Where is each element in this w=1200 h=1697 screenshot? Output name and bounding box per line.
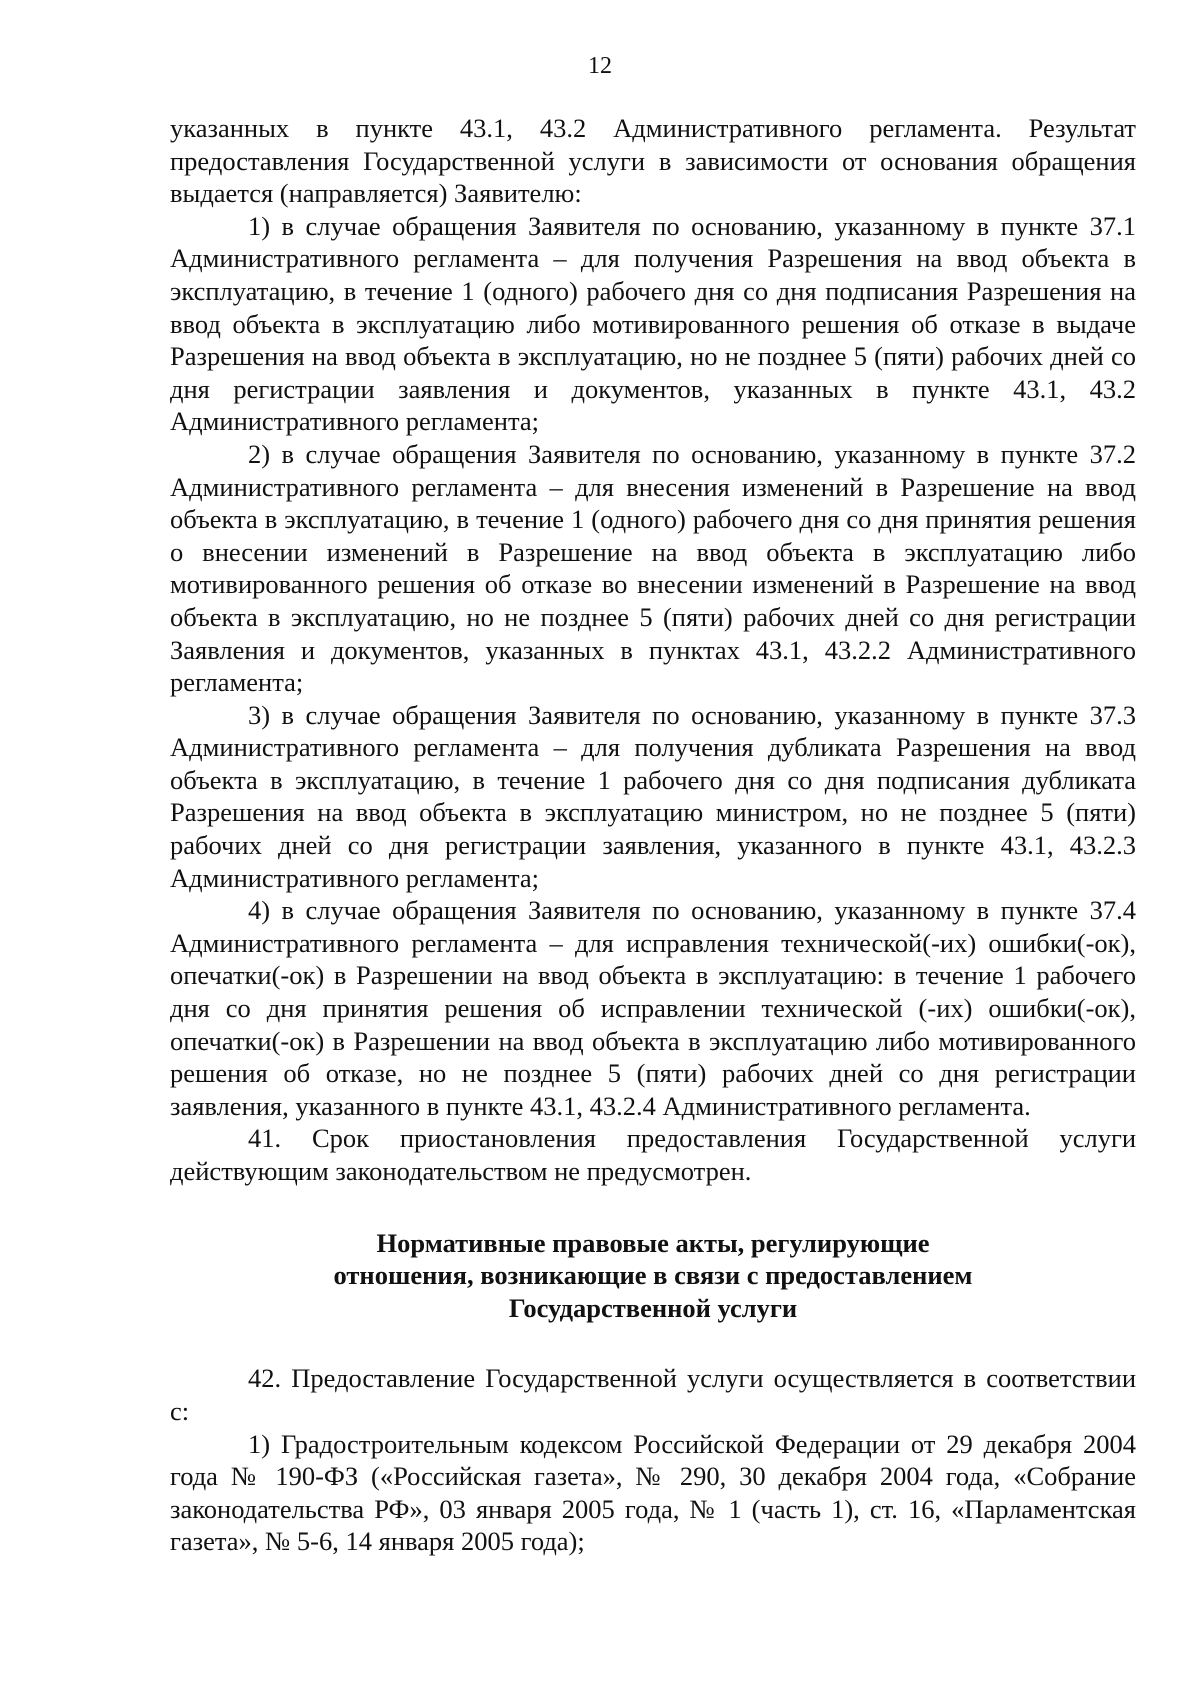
section-heading-line-2: отношения, возникающие в связи с предоставлением [333, 1260, 973, 1291]
page-number: 12 [588, 53, 612, 79]
paragraph-item-3: 3) в случае обращения Заявителя по основанию, указанному в пункте 37.3 Административного регламента – для получения дубликата Разрешения на ввод объекта в эксплуатацию, в течение 1 рабочего дня со дня подписания дубликата Разрешения на ввод объекта в эксплуатацию министром, но не позднее 5 (пяти) рабочих дней со дня регистрации заявления, указанного в пункте 43.1, 43.2.3 Административного регламента; [170, 699, 1136, 893]
paragraph-item-2: 2) в случае обращения Заявителя по основанию, указанному в пункте 37.2 Административного регламента – для внесения изменений в Разрешение на ввод объекта в эксплуатацию, в течение 1 (одного) рабочего дня со дня принятия решения о внесении изменений в Разрешение на ввод объекта в эксплуатацию либо мотивированного решения об отказе во внесении изменений в Разрешение на ввод объекта в эксплуатацию, но не позднее 5 (пяти) рабочих дней со дня регистрации Заявления и документов, указанных в пунктах 43.1, 43.2.2 Административного регламента; [170, 438, 1136, 698]
section-heading-line-1: Нормативные правовые акты, регулирующие [376, 1227, 930, 1258]
paragraph-41: 41. Срок приостановления предоставления Государственной услуги действующим законодательством не предусмотрен. [170, 1123, 1136, 1186]
document-body [170, 112, 1136, 1558]
section-heading-line-3: Государственной услуги [508, 1292, 798, 1323]
paragraph-42: 42. Предоставление Государственной услуги осуществляется в соответствии с: [170, 1363, 1136, 1426]
paragraph-42-item-1: 1) Градостроительным кодексом Российской Федерации от 29 декабря 2004 года № 190-ФЗ («Российская газета», № 290, 30 декабря 2004 года, «Собрание законодательства РФ», 03 января 2005 года, № 1 (часть 1), ст. 16, «Парламентская газета», № 5-6, 14 января 2005 года); [170, 1428, 1136, 1557]
paragraph-item-1: 1) в случае обращения Заявителя по основанию, указанному в пункте 37.1 Административного регламента – для получения Разрешения на ввод объекта в эксплуатацию, в течение 1 (одного) рабочего дня со дня подписания Разрешения на ввод объекта в эксплуатацию либо мотивированного решения об отказе в выдаче Разрешения на ввод объекта в эксплуатацию, но не позднее 5 (пяти) рабочих дней со дня регистрации заявления и документов, указанных в пункте 43.1, 43.2 Административного регламента; [170, 210, 1136, 437]
paragraph-continuation: указанных в пункте 43.1, 43.2 Административного регламента. Результат предоставления Государственной услуги в зависимости от основания обращения выдается (направляется) Заявителю: [170, 113, 1136, 209]
section-heading [170, 1227, 1136, 1325]
paragraph-item-4: 4) в случае обращения Заявителя по основанию, указанному в пункте 37.4 Административного регламента – для исправления технической(-их) ошибки(-ок), опечатки(-ок) в Разрешении на ввод объекта в эксплуатацию: в течение 1 рабочего дня со дня принятия решения об исправлении технической (-их) ошибки(-ок), опечатки(-ок) в Разрешении на ввод объекта в эксплуатацию либо мотивированного решения об отказе, но не позднее 5 (пяти) рабочих дней со дня регистрации заявления, указанного в пункте 43.1, 43.2.4 Административного регламента. [170, 895, 1136, 1121]
